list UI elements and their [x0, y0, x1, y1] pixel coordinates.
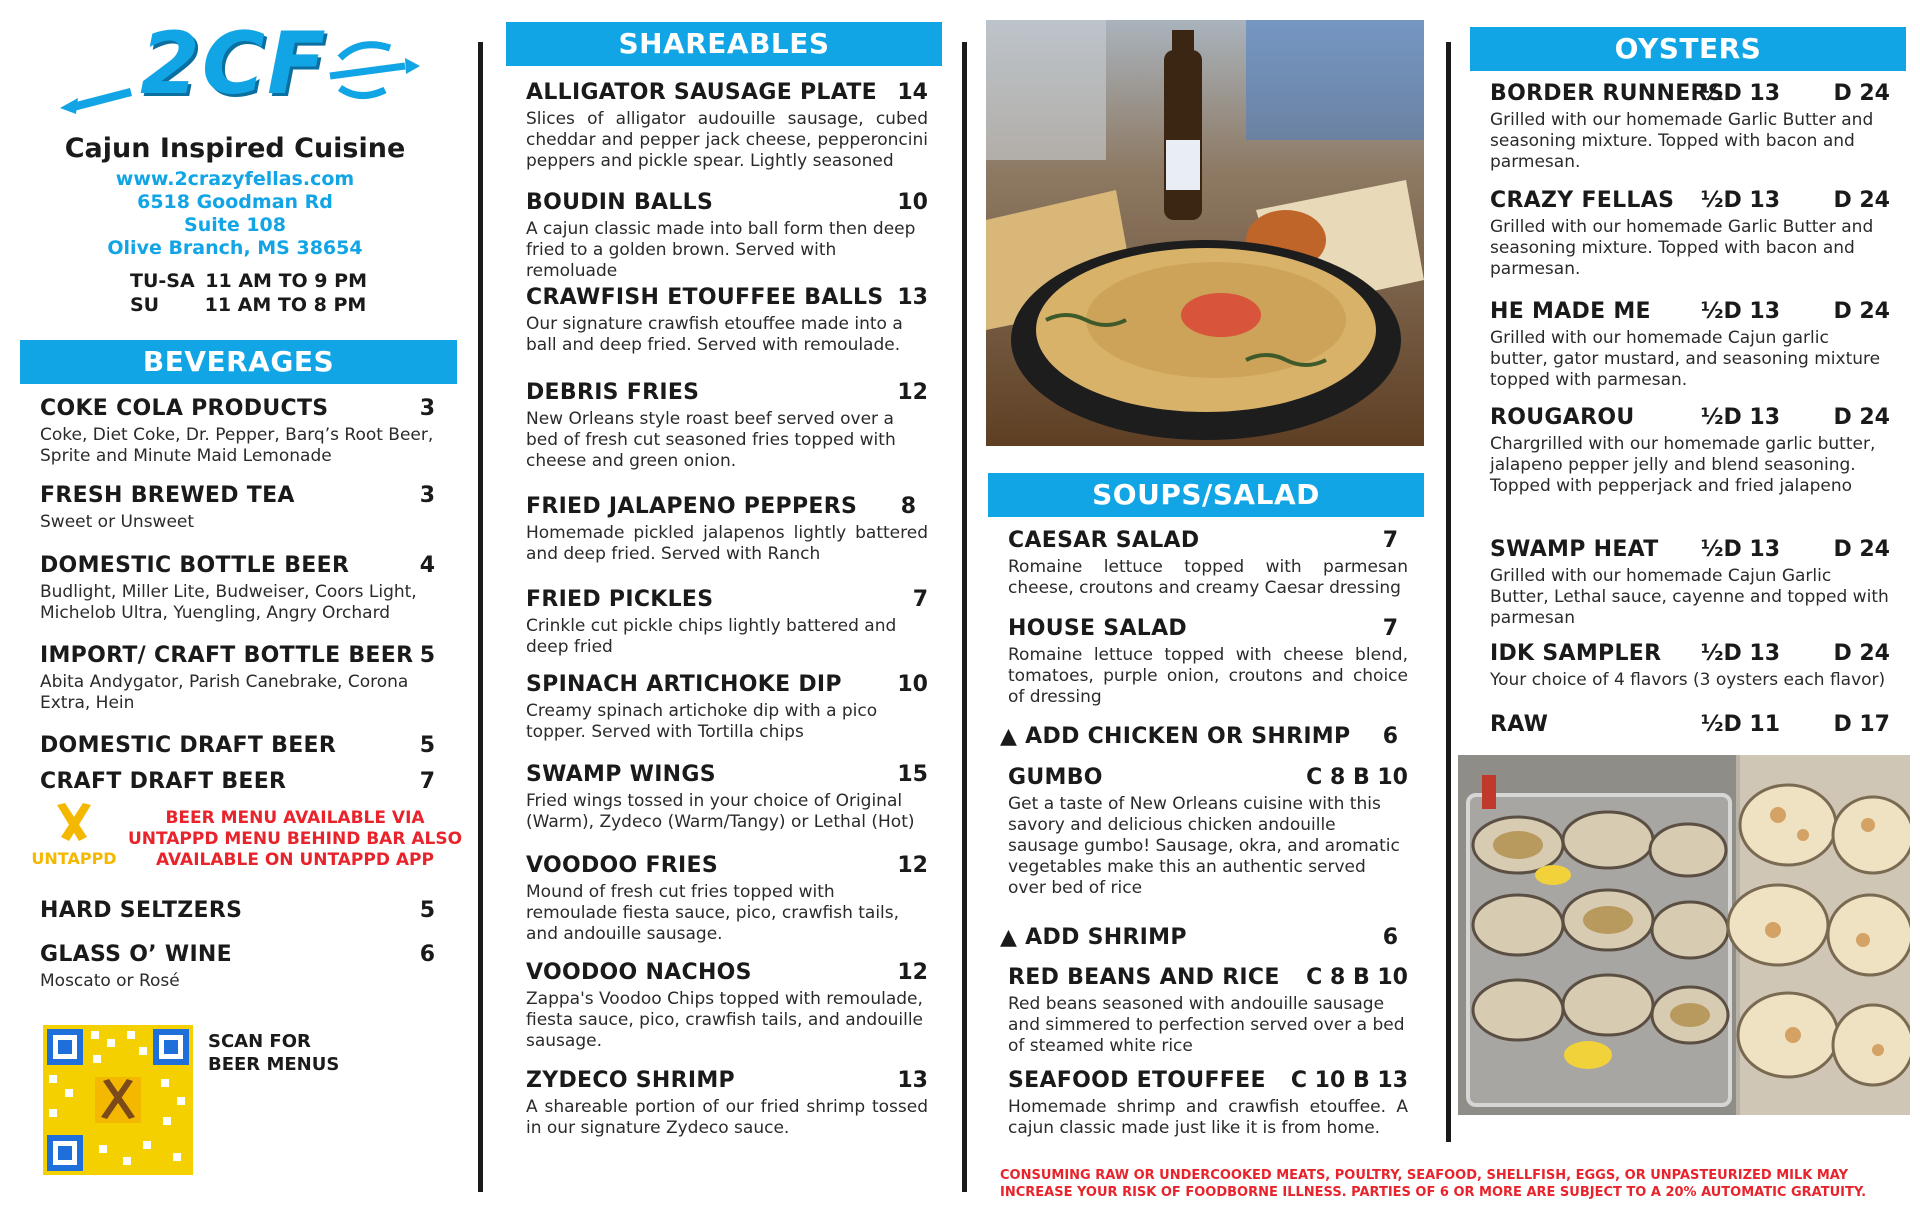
menu-item-price: 8: [900, 494, 916, 519]
menu-item-name: VOODOO NACHOS: [526, 960, 752, 985]
oysters-image: [1458, 755, 1910, 1115]
oyster-dozen-price: D 24: [1833, 405, 1890, 430]
logo-text: 2CF: [140, 14, 328, 114]
menu-item: [40, 769, 435, 798]
menu-item-price: 10: [897, 190, 928, 215]
menu-item-description: Budlight, Miller Lite, Budweiser, Coors Light, Michelob Ultra, Yuengling, Angry Orchard: [40, 582, 417, 623]
menu-item-description: Abita Andygator, Parish Canebrake, Corona Extra, Hein: [40, 672, 409, 713]
menu-item-price: 12: [897, 853, 928, 878]
oyster-name: IDK SAMPLER: [1490, 641, 1662, 666]
menu-item: [526, 494, 928, 565]
menu-item-price: 7: [419, 769, 435, 794]
menu-item: [40, 483, 435, 533]
menu-item-description: Creamy spinach artichoke dip with a pico topper. Served with Tortilla chips: [526, 701, 878, 742]
menu-item-price: 5: [419, 643, 435, 668]
column-divider: [962, 42, 967, 1192]
menu-item-description: Get a taste of New Orleans cuisine with this savory and delicious chicken andouille sausage gumbo! Sausage, okra, and aromatic vegetables make this an authentic served over bed of rice: [1008, 794, 1400, 898]
menu-item-price: 12: [897, 380, 928, 405]
menu-item: [1008, 616, 1408, 708]
untappd-icon: [49, 803, 99, 843]
oyster-name: SWAMP HEAT: [1490, 537, 1659, 562]
hours-row-1: [130, 270, 367, 292]
menu-item: [526, 672, 928, 743]
menu-item-description: A shareable portion of our fried shrimp tossed in our signature Zydeco sauce.: [526, 1097, 928, 1138]
oyster-description: Grilled with our homemade Garlic Butter and seasoning mixture. Topped with bacon and parmesan.: [1490, 110, 1874, 172]
menu-item-description: Moscato or Rosé: [40, 971, 180, 991]
oyster-half-dozen-price: ½D 13: [1700, 188, 1780, 213]
oyster-half-dozen-price: ½D 11: [1700, 712, 1780, 737]
oyster-description: Your choice of 4 flavors (3 oysters each flavor): [1490, 670, 1886, 690]
menu-item-name: RED BEANS AND RICE: [1008, 965, 1280, 990]
oyster-description: Grilled with our homemade Garlic Butter and seasoning mixture. Topped with bacon and parmesan.: [1490, 217, 1874, 279]
menu-item-price: 6: [419, 942, 435, 967]
column-divider: [478, 42, 483, 1192]
menu-item: [526, 853, 928, 945]
untappd-note: BEER MENU AVAILABLE VIA UNTAPPD MENU BEHIND BAR ALSO AVAILABLE ON UNTAPPD APP: [127, 808, 463, 870]
menu-item-price: C 8 B 10: [1306, 765, 1408, 790]
oyster-half-dozen-price: ½D 13: [1700, 81, 1780, 106]
oysters-header: OYSTERS: [1470, 27, 1906, 71]
oyster-name: ROUGAROU: [1490, 405, 1635, 430]
menu-item: [526, 960, 928, 1052]
menu-item: [40, 733, 435, 762]
oyster-name: HE MADE ME: [1490, 299, 1651, 324]
menu-item-name: HOUSE SALAD: [1008, 616, 1187, 641]
menu-item-description: Our signature crawfish etouffee made into a ball and deep fried. Served with remoulade.: [526, 314, 903, 355]
menu-item-name: CRAFT DRAFT BEER: [40, 769, 287, 794]
menu-item: [1008, 528, 1408, 599]
menu-item: [526, 1068, 928, 1139]
menu-item-description: A cajun classic made into ball form then deep fried to a golden brown. Served with remoluade: [526, 219, 916, 281]
soups-header: SOUPS/SALAD: [988, 473, 1424, 517]
shareables-header: SHAREABLES: [506, 22, 942, 66]
menu-item-price: 10: [897, 672, 928, 697]
menu-item-name: FRESH BREWED TEA: [40, 483, 295, 508]
address-line-1: 6518 Goodman Rd: [137, 191, 333, 213]
hours-days: TU-SA: [130, 270, 195, 292]
hours-row-2: [130, 294, 366, 316]
menu-item: [526, 190, 928, 282]
menu-item-name: DOMESTIC BOTTLE BEER: [40, 553, 350, 578]
tagline: Cajun Inspired Cuisine: [64, 133, 406, 164]
menu-item-description: New Orleans style roast beef served over a bed of fresh cut seasoned fries topped with cheese and green onion.: [526, 409, 896, 471]
menu-item: [1008, 765, 1408, 899]
menu-item-price: 3: [419, 396, 435, 421]
menu-item-description: Zappa's Voodoo Chips topped with remoulade, fiesta sauce, pico, crawfish tails, and andouille sausage.: [526, 989, 924, 1051]
menu-item-name: GUMBO: [1008, 765, 1103, 790]
menu-item-name: ▲ ADD CHICKEN OR SHRIMP: [1000, 724, 1351, 749]
menu-item-description: Sweet or Unsweet: [40, 512, 195, 532]
oyster-description: Chargrilled with our homemade garlic butter, jalapeno pepper jelly and blend seasoning. Topped with pepperjack and fried jalapeno: [1490, 434, 1876, 496]
menu-item: [526, 762, 928, 833]
menu-item-price: 12: [897, 960, 928, 985]
oyster-dozen-price: D 24: [1833, 299, 1890, 324]
menu-item-name: ALLIGATOR SAUSAGE PLATE: [526, 80, 878, 105]
menu-item-price: 6: [1382, 925, 1398, 950]
spinach-dip-image: [986, 20, 1424, 446]
menu-item: [526, 587, 928, 658]
menu-item-description: Mound of fresh cut fries topped with remoulade fiesta sauce, pico, crawfish tails, and andouille sausage.: [526, 882, 900, 944]
menu-item-name: SEAFOOD ETOUFFEE: [1008, 1068, 1266, 1093]
menu-item: [1000, 925, 1408, 954]
menu-item-name: CAESAR SALAD: [1008, 528, 1200, 553]
qr-code[interactable]: [43, 1025, 193, 1175]
menu-item-name: IMPORT/ CRAFT BOTTLE BEER: [40, 643, 414, 668]
menu-item-price: 4: [419, 553, 435, 578]
menu-item-price: 13: [897, 285, 928, 310]
menu-item-price: 6: [1382, 724, 1398, 749]
menu-item-price: C 10 B 13: [1290, 1068, 1408, 1093]
oyster-dozen-price: D 24: [1833, 188, 1890, 213]
oyster-dozen-price: D 24: [1833, 537, 1890, 562]
menu-item-description: Homemade pickled jalapenos lightly battered and deep fried. Served with Ranch: [526, 523, 928, 564]
website-link[interactable]: www.2crazyfellas.com: [115, 168, 355, 190]
oyster-item: [1490, 712, 1890, 741]
menu-item: [40, 898, 435, 927]
hours-time: 11 AM TO 9 PM: [205, 270, 367, 292]
oyster-dozen-price: D 24: [1833, 641, 1890, 666]
menu-item-name: HARD SELTZERS: [40, 898, 243, 923]
disclaimer: CONSUMING RAW OR UNDERCOOKED MEATS, POULTRY, SEAFOOD, SHELLFISH, EGGS, OR UNPASTEURIZED MILK MAY INCREASE YOUR RISK OF FOODBORNE ILLNESS. PARTIES OF 6 OR MORE ARE SUBJECT TO A 20% AUTOMATIC GRATUITY.: [1000, 1168, 1867, 1200]
menu-item-name: BOUDIN BALLS: [526, 190, 714, 215]
dip-photo: [986, 20, 1424, 446]
menu-item-name: DOMESTIC DRAFT BEER: [40, 733, 337, 758]
menu-item: [526, 380, 928, 472]
menu-item-name: FRIED JALAPENO PEPPERS: [526, 494, 858, 519]
menu-item-price: 7: [1382, 528, 1398, 553]
menu-item-description: Coke, Diet Coke, Dr. Pepper, Barq’s Root Beer, Sprite and Minute Maid Lemonade: [40, 425, 434, 466]
oyster-item: [1490, 641, 1890, 691]
menu-item-description: Homemade shrimp and crawfish etouffee. A cajun classic made just like it is from home.: [1008, 1097, 1408, 1138]
menu-item-name: SWAMP WINGS: [526, 762, 716, 787]
column-divider: [1446, 42, 1451, 1142]
menu-item: [1000, 724, 1408, 753]
menu-item-name: ZYDECO SHRIMP: [526, 1068, 735, 1093]
oyster-photo: [1458, 755, 1910, 1115]
menu-item-price: 13: [897, 1068, 928, 1093]
menu-item: [1008, 1068, 1408, 1139]
menu-item: [526, 80, 928, 172]
oyster-item: [1490, 299, 1890, 391]
menu-item: [1008, 965, 1408, 1057]
menu-item-description: Crinkle cut pickle chips lightly battered and deep fried: [526, 616, 897, 657]
menu-item-description: Slices of alligator audouille sausage, cubed cheddar and pepper jack cheese, pepperoncini peppers and pickle spear. Lightly seasoned: [526, 109, 928, 171]
qr-code-icon: [43, 1025, 193, 1175]
hours-days: SU: [130, 294, 160, 316]
oyster-dozen-price: D 17: [1833, 712, 1890, 737]
menu-item-price: 5: [419, 898, 435, 923]
menu-item-description: Fried wings tossed in your choice of Original (Warm), Zydeco (Warm/Tangy) or Lethal (Hot): [526, 791, 915, 832]
address-line-3: Olive Branch, MS 38654: [107, 237, 363, 259]
oyster-half-dozen-price: ½D 13: [1700, 405, 1780, 430]
menu-item-price: 3: [419, 483, 435, 508]
oyster-description: Grilled with our homemade Cajun Garlic Butter, Lethal sauce, cayenne and topped with parmesan: [1490, 566, 1889, 628]
menu-item-description: Romaine lettuce topped with parmesan cheese, croutons and creamy Caesar dressing: [1008, 557, 1408, 598]
oyster-name: BORDER RUNNERS: [1490, 81, 1724, 106]
beverages-header: BEVERAGES: [20, 340, 457, 384]
oyster-half-dozen-price: ½D 13: [1700, 299, 1780, 324]
menu-item-name: SPINACH ARTICHOKE DIP: [526, 672, 842, 697]
oyster-name: CRAZY FELLAS: [1490, 188, 1675, 213]
menu-item-name: CRAWFISH ETOUFFEE BALLS: [526, 285, 884, 310]
untappd-wordmark: UNTAPPD: [31, 849, 117, 868]
untappd-logo: [28, 803, 120, 873]
menu-item: [40, 396, 435, 467]
address-line-2: Suite 108: [184, 214, 286, 236]
menu-item-name: VOODOO FRIES: [526, 853, 718, 878]
scan-note: SCAN FOR BEER MENUS: [208, 1031, 340, 1075]
menu-item: [40, 942, 435, 992]
menu-item-price: 15: [897, 762, 928, 787]
menu-item-name: ▲ ADD SHRIMP: [1000, 925, 1187, 950]
oyster-half-dozen-price: ½D 13: [1700, 641, 1780, 666]
menu-item-name: FRIED PICKLES: [526, 587, 714, 612]
menu-item: [526, 285, 928, 356]
oyster-dozen-price: D 24: [1833, 81, 1890, 106]
oyster-name: RAW: [1490, 712, 1549, 737]
oyster-item: [1490, 405, 1890, 497]
menu-item-price: 14: [897, 80, 928, 105]
oyster-description: Grilled with our homemade Cajun garlic butter, gator mustard, and seasoning mixture topped with parmesan.: [1490, 328, 1881, 390]
menu-item-name: COKE COLA PRODUCTS: [40, 396, 329, 421]
oyster-item: [1490, 537, 1890, 629]
menu-item-price: 7: [912, 587, 928, 612]
menu-item-name: GLASS O’ WINE: [40, 942, 232, 967]
oyster-item: [1490, 188, 1890, 280]
menu-item: [40, 553, 435, 624]
menu-item-price: C 8 B 10: [1306, 965, 1408, 990]
menu-item-price: 7: [1382, 616, 1398, 641]
menu-item-name: DEBRIS FRIES: [526, 380, 700, 405]
oyster-half-dozen-price: ½D 13: [1700, 537, 1780, 562]
menu-item: [40, 643, 435, 714]
oyster-item: [1490, 81, 1890, 173]
menu-item-description: Romaine lettuce topped with cheese blend, tomatoes, purple onion, croutons and choice of dressing: [1008, 645, 1408, 707]
menu-item-description: Red beans seasoned with andouille sausage and simmered to perfection served over a bed of steamed white rice: [1008, 994, 1405, 1056]
hours-time: 11 AM TO 8 PM: [204, 294, 367, 316]
menu-item-price: 5: [419, 733, 435, 758]
